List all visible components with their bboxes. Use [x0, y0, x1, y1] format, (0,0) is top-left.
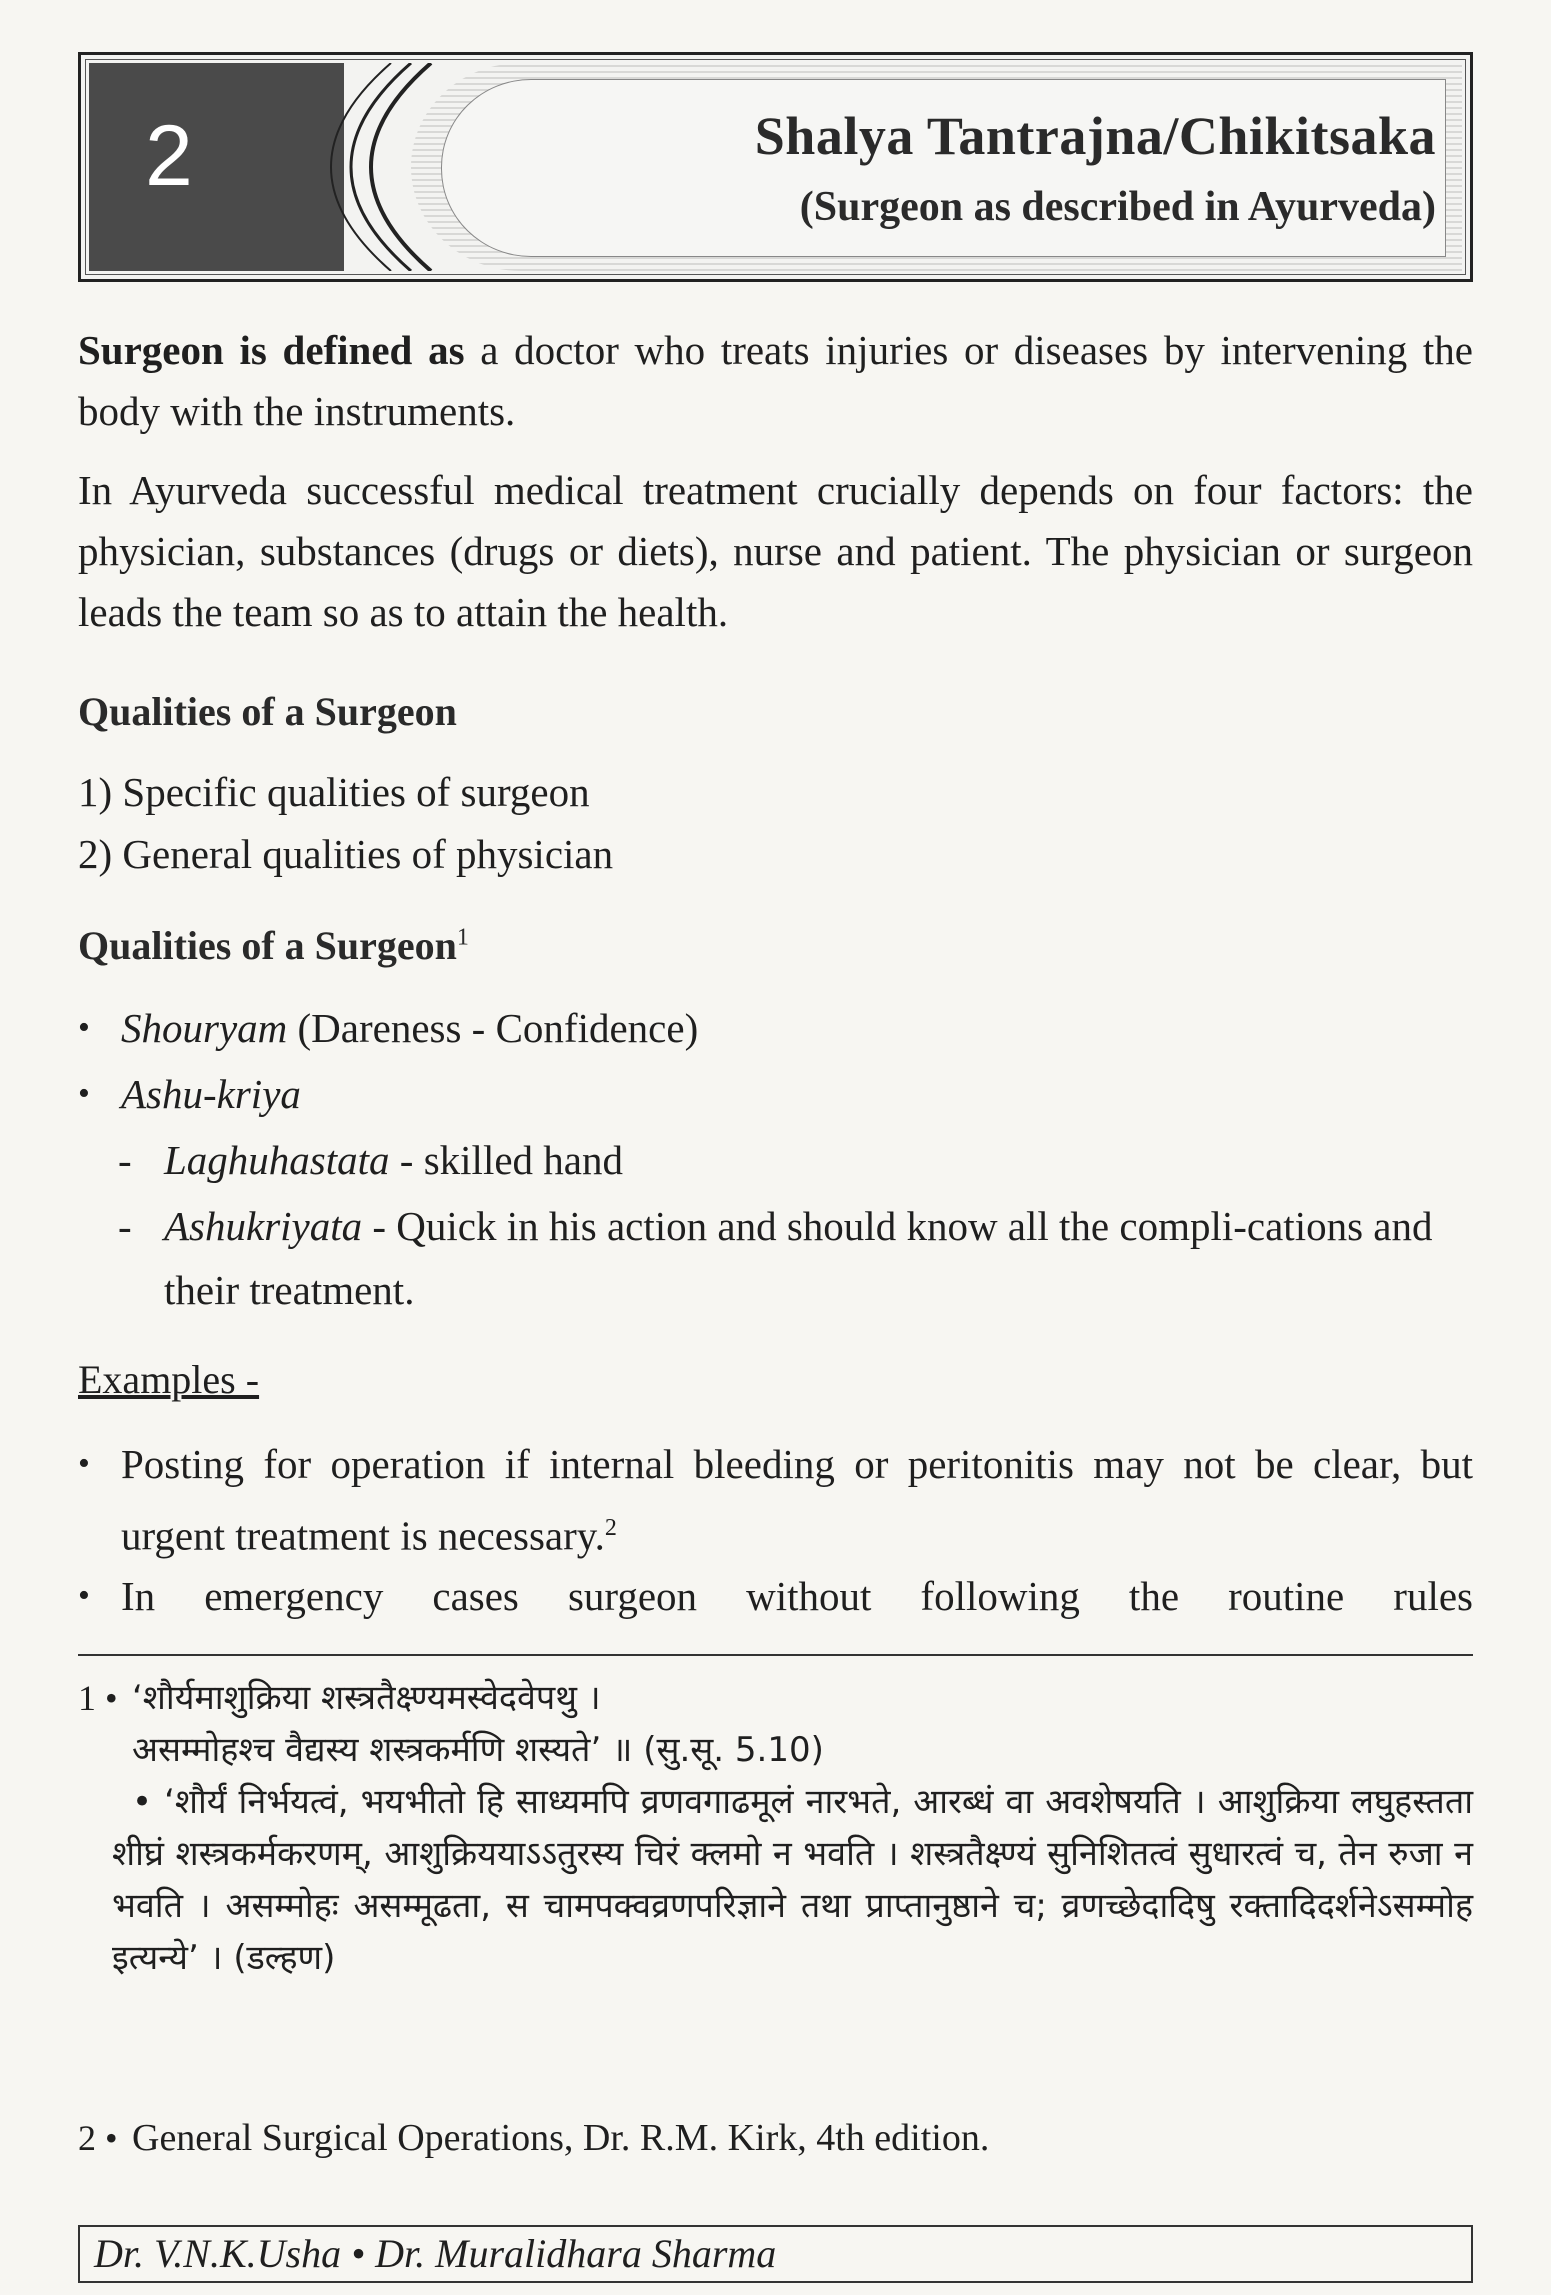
intro-rest: a doctor who treats injuries or diseases by intervening the body with the instruments.: [78, 327, 1474, 434]
term-description: - skilled hand: [389, 1137, 623, 1183]
chapter-arc-decoration: [311, 63, 451, 271]
chapter-number-block: [89, 63, 344, 271]
bullet-icon: •: [78, 1445, 90, 1482]
term-italic: Ashukriyata: [164, 1203, 363, 1249]
footnote-commentary: • ‘शौर्यं निर्भयत्वं, भयभीतो हि साध्यमपि व्रणवगाढमूलं नारभते, आरब्धं वा अवशेषयति । आशुक्रिया लघुहस्तता शीघ्रं शस्त्रकर्मकरणम्, आशुक्रिययाऽऽतुरस्य चिरं क्लमो न भवति । शस्त्रतैक्ष्ण्यं सुनिशितत्वं सुधारत्वं च, तेन रुजा न भवति । असम्मोहः असम्मूढता, स चामपक्वव्रणपरिज्ञाने तथा प्राप्तानुष्ठाने च; व्रणच्छेदादिषु रक्तादिदर्शनेऽसम्मोह इत्यन्ये’ । (डल्हण): [112, 1782, 1474, 1978]
dash-icon: -: [118, 1137, 132, 1183]
section-heading-qualities: Qualities of a Surgeon: [78, 689, 457, 734]
intro-paragraph: [78, 320, 1473, 442]
list-item: 2) General qualities of physician: [78, 831, 614, 877]
ayurveda-paragraph: In Ayurveda successful medical treatment crucially depends on four factors: the physician, substances (drugs or diets), nurse and patient. The physician or surgeon leads the team so as to attain the health.: [78, 467, 1473, 635]
chapter-header: [78, 52, 1473, 282]
footnote-number: 2 •: [78, 2118, 118, 2158]
examples-label: Examples -: [78, 1357, 260, 1402]
footnote-verse-line: असम्मोहश्च वैद्यस्य शस्त्रकर्मणि शस्यते’ ॥ (सु.सू. 5.10): [132, 1730, 824, 1770]
footnote-verse-line: ‘शौर्यमाशुक्रिया शस्त्रतैक्ष्ण्यमस्वेदवेपथु ।: [132, 1678, 601, 1718]
intro-as-word: as: [428, 327, 465, 373]
section-heading-text: Qualities of a Surgeon: [78, 923, 457, 968]
footnote-number: 1 •: [78, 1678, 118, 1718]
list-item: 1) Specific qualities of surgeon: [78, 769, 590, 815]
page-footer-authors: Dr. V.N.K.Usha • Dr. Muralidhara Sharma: [78, 2225, 1473, 2283]
chapter-subtitle: (Surgeon as described in Ayurveda): [799, 184, 1436, 230]
dash-icon: -: [118, 1203, 132, 1249]
dash-item: [118, 1194, 1473, 1324]
bullet-icon: •: [78, 1577, 90, 1614]
bullet-icon: •: [78, 1075, 90, 1112]
bullet-icon: •: [78, 1009, 90, 1046]
term-description: - Quick in his action and should know all the compli-cations and their treatment.: [164, 1203, 1433, 1313]
example-text: Posting for operation if internal bleeding or peritonitis may not be clear, but urgent treatment is necessary.: [121, 1441, 1473, 1559]
term-italic: Laghuhastata: [164, 1137, 390, 1183]
footnote-reference-text: General Surgical Operations, Dr. R.M. Kirk, 4th edition.: [132, 2117, 990, 2159]
term-italic: Ashu-kriya: [121, 1071, 301, 1117]
section-heading-qualities-ref: [78, 922, 469, 969]
footnote-divider: [78, 1654, 1473, 1656]
term-italic: Shouryam: [121, 1005, 288, 1051]
chapter-title: Shalya Tantrajna/Chikitsaka: [754, 106, 1436, 166]
footnote-ref: 2: [604, 1515, 617, 1541]
example-text: In emergency cases surgeon without following the routine rules: [121, 1573, 1473, 1619]
footnote-ref: 1: [456, 924, 469, 951]
term-description: (Dareness - Confidence): [287, 1005, 699, 1051]
intro-bold-lead: Surgeon is defined: [78, 327, 413, 373]
chapter-number: 2: [145, 108, 193, 204]
